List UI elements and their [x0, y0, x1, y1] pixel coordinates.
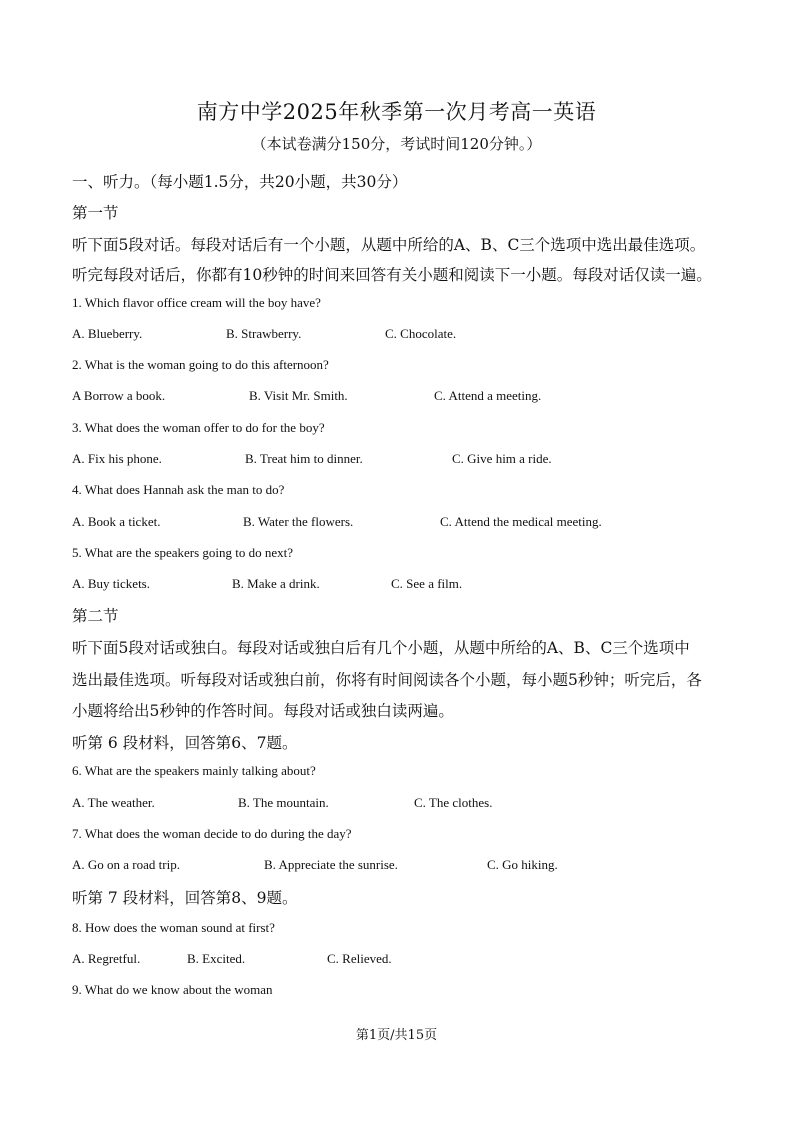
q8-option-a: A. Regretful.: [72, 951, 141, 966]
exam-title: 南方中学2025年秋季第一次月考高一英语: [196, 100, 597, 124]
q1-option-b: B. Strawberry.: [226, 326, 302, 341]
question-6: 6. What are the speakers mainly talking about?: [72, 763, 316, 778]
part1-instruction-line-2: 听完每段对话后，你都有10秒钟的时间来回答有关小题和阅读下一小题。每段对话仅读一遍。: [72, 266, 712, 284]
q2-option-a: A Borrow a book.: [72, 388, 166, 403]
q5-option-b: B. Make a drink.: [232, 576, 320, 591]
material-7-heading: 听第 7 段材料，回答第8、9题。: [72, 889, 298, 907]
q8-option-b: B. Excited.: [187, 951, 246, 966]
material-6-heading: 听第 6 段材料，回答第6、7题。: [72, 734, 298, 752]
q3-option-a: A. Fix his phone.: [72, 451, 162, 466]
q8-option-c: C. Relieved.: [327, 951, 392, 966]
exam-subtitle: （本试卷满分150分，考试时间120分钟。）: [251, 135, 542, 153]
question-1: 1. Which flavor office cream will the boy have?: [72, 295, 321, 310]
q5-option-a: A. Buy tickets.: [72, 576, 150, 591]
section-heading-listening: 一、听力。（每小题1.5分，共20小题，共30分）: [72, 173, 408, 191]
question-9: 9. What do we know about the woman: [72, 982, 273, 997]
q2-option-b: B. Visit Mr. Smith.: [249, 388, 348, 403]
part2-instruction-line-2: 选出最佳选项。听每段对话或独白前，你将有时间阅读各个小题，每小题5秒钟；听完后，各: [72, 671, 702, 689]
part1-heading: 第一节: [72, 204, 119, 222]
q7-option-b: B. Appreciate the sunrise.: [264, 857, 398, 872]
q6-option-a: A. The weather.: [72, 795, 155, 810]
q3-option-b: B. Treat him to dinner.: [245, 451, 363, 466]
q5-option-c: C. See a film.: [391, 576, 463, 591]
q1-option-a: A. Blueberry.: [72, 326, 143, 341]
q1-option-c: C. Chocolate.: [385, 326, 457, 341]
part1-instruction-line-1: 听下面5段对话。每段对话后有一个小题，从题中所给的A、B、C三个选项中选出最佳选项。: [72, 236, 706, 254]
q4-option-b: B. Water the flowers.: [243, 514, 354, 529]
q7-option-a: A. Go on a road trip.: [72, 857, 180, 872]
part2-heading: 第二节: [72, 607, 119, 625]
question-5: 5. What are the speakers going to do next?: [72, 545, 294, 560]
part2-instruction-line-3: 小题将给出5秒钟的作答时间。每段对话或独白读两遍。: [72, 702, 454, 720]
q4-option-c: C. Attend the medical meeting.: [440, 514, 602, 529]
q3-option-c: C. Give him a ride.: [452, 451, 552, 466]
page-number: 第1页/共15页: [355, 1028, 438, 1043]
part2-instruction-line-1: 听下面5段对话或独白。每段对话或独白后有几个小题，从题中所给的A、B、C三个选项中: [72, 639, 690, 657]
q6-option-b: B. The mountain.: [238, 795, 329, 810]
question-2: 2. What is the woman going to do this afternoon?: [72, 357, 329, 372]
q4-option-a: A. Book a ticket.: [72, 514, 161, 529]
q7-option-c: C. Go hiking.: [487, 857, 558, 872]
question-3: 3. What does the woman offer to do for the boy?: [72, 420, 325, 435]
q6-option-c: C. The clothes.: [414, 795, 493, 810]
q2-option-c: C. Attend a meeting.: [434, 388, 542, 403]
question-4: 4. What does Hannah ask the man to do?: [72, 482, 285, 497]
question-7: 7. What does the woman decide to do during the day?: [72, 826, 352, 841]
question-8: 8. How does the woman sound at first?: [72, 920, 275, 935]
